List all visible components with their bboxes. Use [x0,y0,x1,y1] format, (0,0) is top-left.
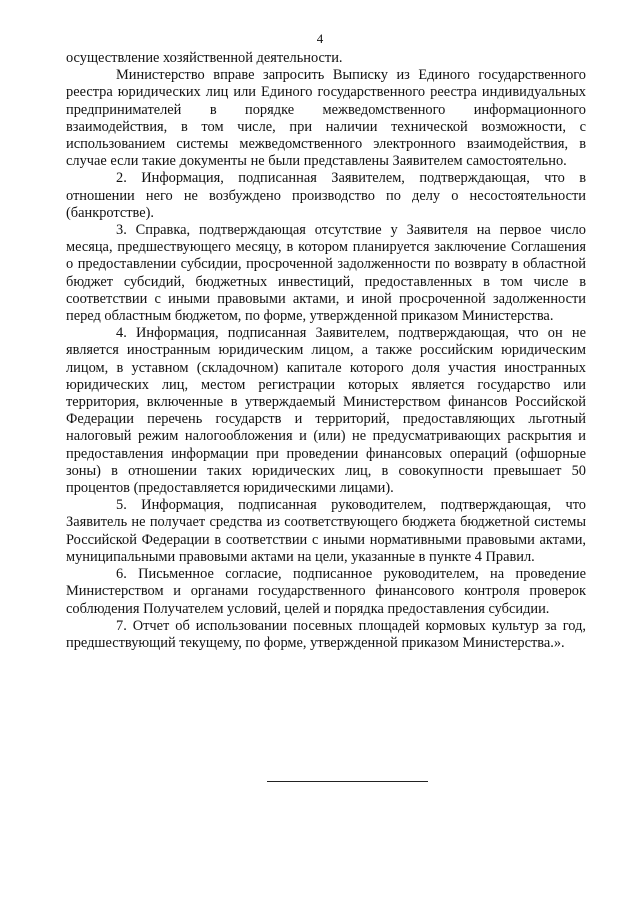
document-body [66,50,586,652]
paragraph-item-6: 6. Письменное согласие, подписанное руководителем, на проведение Министерством и органами государственного финансового контроля проверок соблюдения Получателем условий, целей и порядка предоставления субсидии. [66,566,586,617]
paragraph-item-3: 3. Справка, подтверждающая отсутствие у Заявителя на первое число месяца, предшествующего месяцу, в котором планируется заключение Соглашения о предоставлении субсидии, просроченной задолженности по возврату в областной бюджет субсидий, бюджетных инвестиций, предоставленных в том числе в соответствии с иными правовыми актами, и иной просроченной задолженности перед областным бюджетом, по форме, утвержденной приказом Министерства. [66,222,586,325]
paragraph-item-4: 4. Информация, подписанная Заявителем, подтверждающая, что он не является иностранным юридическим лицом, а также российским юридическим лицом, в уставном (складочном) капитале которого доля участия иностранных юридических лиц, местом регистрации которых является государство или территория, включенные в утверждаемый Министерством финансов Российской Федерации перечень государств и территорий, предоставляющих льготный налоговый режим налогообложения и (или) не предусматривающих раскрытия и предоставления информации при проведении финансовых операций (офшорные зоны) в отношении таких юридических лиц, в совокупности превышает 50 процентов (предоставляется юридическими лицами). [66,325,586,497]
paragraph-item-7: 7. Отчет об использовании посевных площадей кормовых культур за год, предшествующий текущему, по форме, утвержденной приказом Министерства.». [66,617,586,651]
paragraph-continuation: осуществление хозяйственной деятельности. [66,50,343,66]
page-number: 4 [316,31,324,46]
paragraph-item-5: 5. Информация, подписанная руководителем, подтверждающая, что Заявитель не получает средства из соответствующего бюджета бюджетной системы Российской Федерации в соответствии с иными нормативными правовыми актами, муниципальными правовыми актами на цели, указанные в пункте 4 Правил. [66,497,586,565]
paragraph-ministry-request: Министерство вправе запросить Выписку из Единого государственного реестра юридических лиц или Единого государственного реестра индивидуальных предпринимателей в порядке межведомственного информационного взаимодействия, в том числе, при наличии технической возможности, с использованием системы межведомственного электронного взаимодействия, в случае если такие документы не были представлены Заявителем самостоятельно. [66,67,586,170]
end-separator-line [267,781,428,782]
paragraph-item-2: 2. Информация, подписанная Заявителем, подтверждающая, что в отношении него не возбуждено производство по делу о несостоятельности (банкротстве). [66,170,586,221]
